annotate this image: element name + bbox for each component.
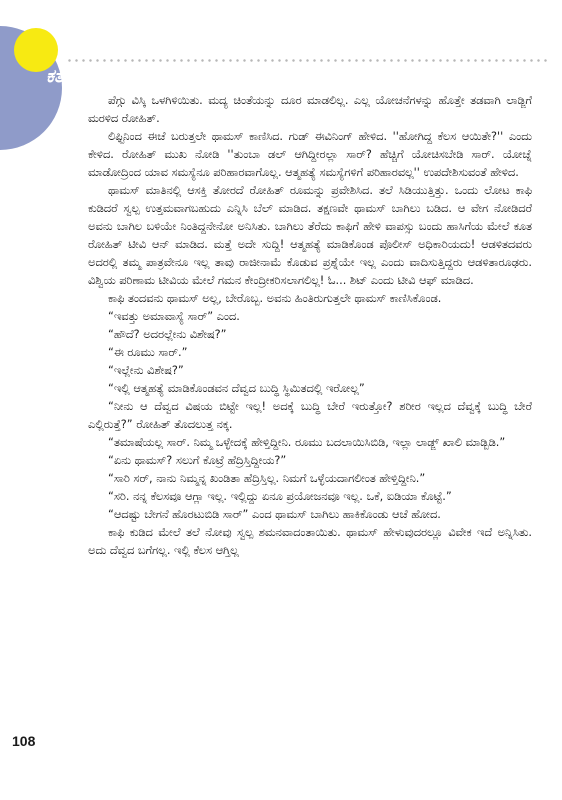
dialogue-line: “ಸಾರಿ ಸರ್, ನಾನು ನಿಮ್ಮನ್ನ ಖಂಡಿತಾ ಹೆದ್ರಿಸ್ತಿಲ್ಲ. ನಿಮಗೆ ಒಳ್ಳೆಯದಾಗಲೀಂತ ಹೇಳ್ತಿದ್ದೀನಿ.” [108,472,426,485]
dialogue-line: “ಏನು ಥಾಮಸ್? ಸಲುಗೆ ಕೊಟ್ರೆ ಹೆದ್ರಿಸ್ತಿದ್ದೀಯ?” [108,454,287,467]
dialogue-line: “ತಮಾಷೆಯಲ್ಲ ಸಾರ್. ನಿಮ್ಮ ಒಳ್ಳೇದಕ್ಕೆ ಹೇಳ್ತಿದ್ದೀನಿ. ರೂಮು ಬದಲಾಯಿಸಿಬಿಡಿ, ಇಲ್ಲಾ ಲಾಡ್ಜ್ ಖಾಲಿ ಮಾಡ್ಬಿಡಿ.” [108,436,506,449]
page-number: 108 [12,733,36,749]
dialogue-line: “ಇಲ್ಲಿ ಆತ್ಮಹತ್ಯೆ ಮಾಡಿಕೊಂಡವನ ದೆವ್ವದ ಬುದ್ಧಿ ಸ್ಥಿಮಿತದಲ್ಲಿ ಇರೋಲ್ಲ” [108,382,365,395]
dialogue-line: “ಈ ರೂಮು ಸಾರ್.” [108,346,188,359]
dotted-divider [66,59,550,62]
paragraph: ಪೆಗ್ಗು ವಿಸ್ಕಿ ಒಳಗಿಳಿಯಿತು. ಮದ್ಯ ಚಿಂತೆಯನ್ನು ದೂರ ಮಾಡಲಿಲ್ಲ. ಎಲ್ಲ ಯೋಚನೆಗಳನ್ನು ಹೊತ್ತೇ ತಡವಾಗಿ ಲಾಡ್ಜಿಗೆ ಮರಳಿದ ರೋಹಿತ್. [88,94,532,125]
paragraph: ಥಾಮಸ್ ಮಾತಿನಲ್ಲಿ ಆಸಕ್ತಿ ತೋರದೆ ರೋಹಿತ್ ರೂಮನ್ನು ಪ್ರವೇಶಿಸಿದ. ತಲೆ ಸಿಡಿಯುತ್ತಿತ್ತು. ಒಂದು ಲೋಟ ಕಾಫಿ ಕುಡಿದರೆ ಸ್ವಲ್ಪ ಉತ್ತಮವಾಗಬಹುದು ಎನ್ನಿಸಿ ಬೆಲ್ ಮಾಡಿದ. ತಕ್ಷಣವೇ ಥಾಮಸ್ ಬಾಗಿಲು ಬಡಿದ. ಆ ವೇಗ ನೋಡಿದರೆ ಅವನು ಬಾಗಿಲ ಬಳಿಯೇ ನಿಂತಿದ್ದನೇನೋ ಅನಿಸಿತು. ಬಾಗಿಲು ತೆರೆದು ಕಾಫಿಗೆ ಹೇಳಿ ವಾಪಸ್ಸು ಬಂದು ಹಾಸಿಗೆಯ ಮೇಲೆ ಕೂತ ರೋಹಿತ್ ಟೀವಿ ಆನ್ ಮಾಡಿದ. ಮತ್ತೆ ಅದೇ ಸುದ್ದಿ! ಆತ್ಮಹತ್ಯೆ ಮಾಡಿಕೊಂಡ ಪೊಲೀಸ್ ಅಧಿಕಾರಿಯದು! ಆಡಳಿತದವರು ಅದರಲ್ಲಿ ತಮ್ಮ ಪಾತ್ರವೇನೂ ಇಲ್ಲ ತಾವು ರಾಜೀನಾಮೆ ಕೊಡುವ ಪ್ರಶ್ನೆಯೇ ಇಲ್ಲ ಎಂದು ವಾದಿಸುತ್ತಿದ್ದರು ಆಡಳಿತಾರೂಢರು. ವಿಶ್ವಿಯ ಪರಿಣಾಮ ಟೀವಿಯ ಮೇಲೆ ಗಮನ ಕೇಂದ್ರೀಕರಿಸಲಾಗಲಿಲ್ಲ! ಓ... ಶಿಟ್ ಎಂದು ಟೀವಿ ಆಫ್ ಮಾಡಿದ. [88,184,532,287]
dialogue-line: “ಇವತ್ತು ಅಮಾವಾಸ್ಯೆ ಸಾರ್” ಎಂದ. [108,310,240,323]
article-body [88,92,532,560]
dialogue-line: “ಸರಿ. ನನ್ನ ಕೆಲಸವೂ ಆಗ್ಲಾ ಇಲ್ಲ. ಇಲ್ಲಿದ್ದು ಏನೂ ಪ್ರಯೋಜನವೂ ಇಲ್ಲ. ಒಕೆ, ಐಡಿಯಾ ಕೊಟ್ಟೆ.” [108,490,452,503]
paragraph: ಕಾಫಿ ತಂದವನು ಥಾಮಸ್ ಅಲ್ಲ, ಬೇರೊಬ್ಬ. ಅವನು ಹಿಂತಿರುಗುತ್ತಲೇ ಥಾಮಸ್ ಕಾಣಿಸಿಕೊಂಡ. [108,292,442,305]
paragraph: ಲಿಫ್ಟಿನಿಂದ ಈಚೆ ಬರುತ್ತಲೇ ಥಾಮಸ್ ಕಾಣಿಸಿದ. ಗುಡ್ ಈವಿನಿಂಗ್ ಹೇಳಿದ. ''ಹೋಗಿದ್ದ ಕೆಲಸ ಆಯಿತೇ?'' ಎಂದು ಕೇಳಿದ. ರೋಹಿತ್ ಮುಖ ನೋಡಿ ''ತುಂಬಾ ಡಲ್ ಆಗಿದ್ದೀರಲ್ಲಾ ಸಾರ್? ಹೆಚ್ಚಿಗೆ ಯೋಚಿಸಬೇಡಿ ಸಾರ್. ಯೋಚ್ನೆ ಮಾಡೋದ್ರಿಂದ ಯಾವ ಸಮಸ್ಯೆನೂ ಪರಿಹಾರವಾಗೊಲ್ಲ. ಆತ್ಮಹತ್ಯೆ ಸಮಸ್ಯೆಗಳಿಗೆ ಪರಿಹಾರವಲ್ಲ'' ಉಪದೇಶಿಸುವಂತೆ ಹೇಳಿದ. [88,130,532,179]
dialogue-line: “ಹೌದೆ? ಅದರಲ್ಲೇನು ವಿಶೇಷ?” [108,328,227,341]
section-label: ಕತೆ [46,66,65,87]
paragraph: ಕಾಫಿ ಕುಡಿದ ಮೇಲೆ ತಲೆ ನೋವು ಸ್ವಲ್ಪ ಶಮನವಾದಂತಾಯಿತು. ಥಾಮಸ್ ಹೇಳುವುದರಲ್ಲೂ ವಿವೇಕ ಇದೆ ಅನ್ನಿಸಿತು. ಅದು ದೆವ್ವದ ಬಗೆಗಲ್ಲ. ಇಲ್ಲಿ ಕೆಲಸ ಆಗ್ತಿಲ್ಲ [88,526,532,557]
dialogue-line: “ಆದಷ್ಟು ಬೇಗನೆ ಹೊರಟುಬಿಡಿ ಸಾರ್” ಎಂದ ಥಾಮಸ್ ಬಾಗಿಲು ಹಾಕಿಕೊಂಡು ಆಚೆ ಹೋದ. [108,508,441,521]
dialogue-line: “ನೀನು ಆ ದೆವ್ವದ ವಿಷಯ ಬಿಟ್ಟೇ ಇಲ್ಲ! ಅದಕ್ಕೆ ಬುದ್ಧಿ ಬೇರೆ ಇರುತ್ತೋ? ಶರೀರ ಇಲ್ಲದ ದೆವ್ವಕ್ಕೆ ಬುದ್ಧಿ ಬೇರೆ ಎಲ್ಲಿರುತ್ತೆ?” ರೋಹಿತ್ ತೊದಲುತ್ತ ನಕ್ಕ. [88,400,532,431]
dialogue-line: “ಇಲ್ಲೇನು ವಿಶೇಷ?” [108,364,184,377]
